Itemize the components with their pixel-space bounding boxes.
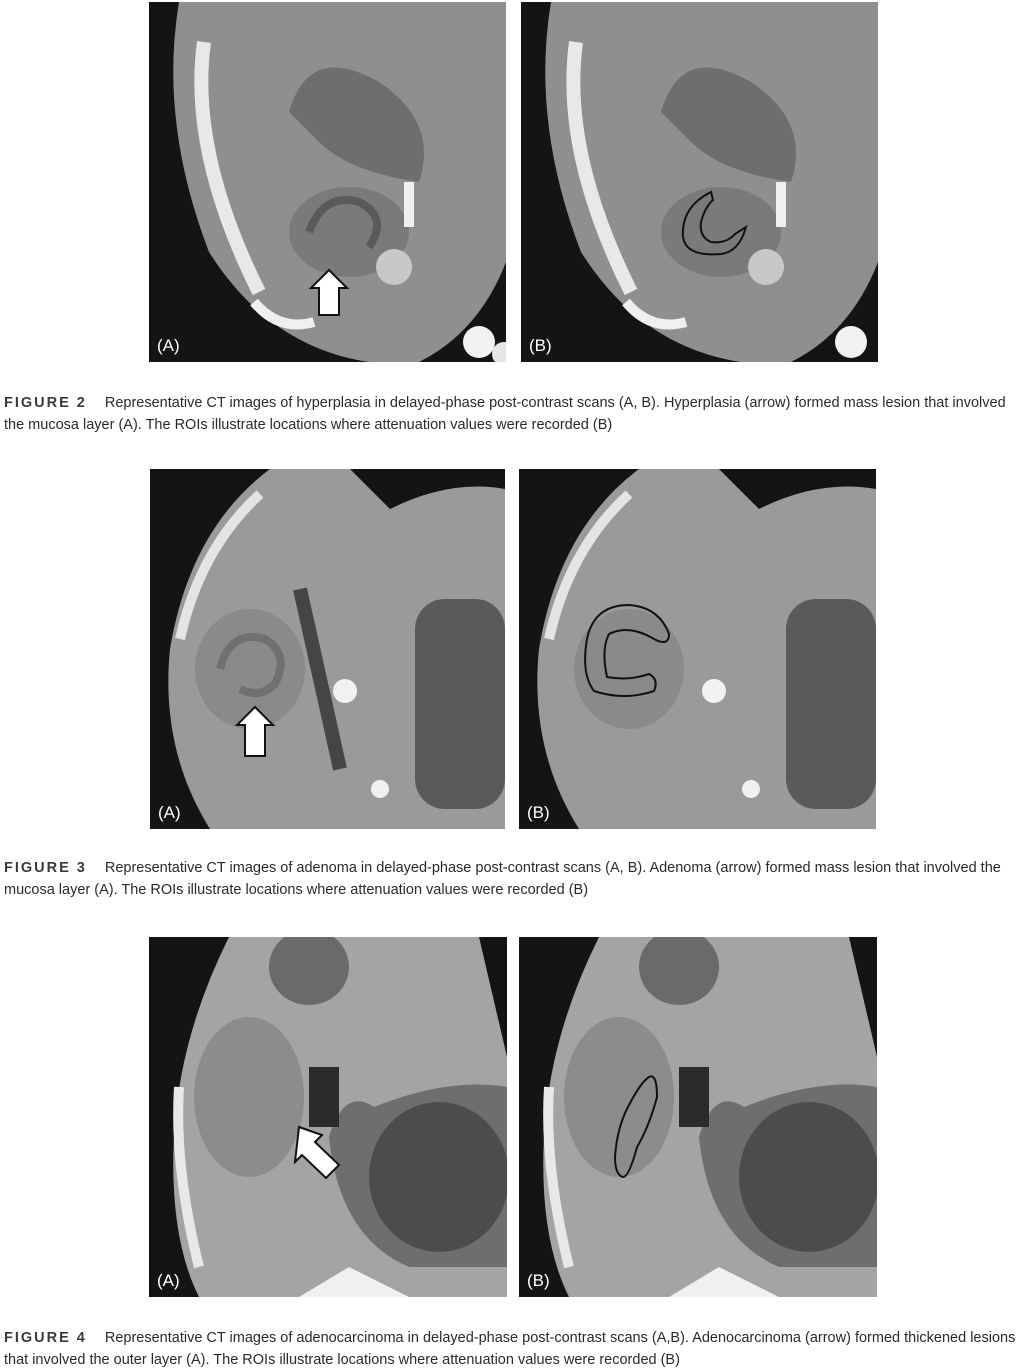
panel-label: (B) — [527, 1271, 550, 1290]
panel-label: (B) — [529, 336, 552, 355]
panel-label: (B) — [527, 803, 550, 822]
figure-2-caption — [4, 392, 1016, 436]
ct-image-figure-2-b — [521, 2, 878, 362]
figure-4-panel-b — [519, 937, 877, 1297]
caption-text: Representative CT images of adenoma in delayed-phase post-contrast scans (A, B). Adenoma (arrow) formed mass lesion that involved the mucosa layer (A). The ROIs illustrate locations where attenuation values were recorded (B) — [4, 860, 1001, 898]
caption-text: Representative CT images of adenocarcinoma in delayed-phase post-contrast scans (A,B). Adenocarcinoma (arrow) formed thickened lesions that involved the outer layer (A). The ROIs illustrate locations where attenuation values were recorded (B) — [4, 1330, 1016, 1368]
figure-number: FIGURE 2 — [4, 395, 87, 411]
panel-label: (A) — [157, 1271, 180, 1290]
figure-4-panel-a — [149, 937, 507, 1297]
figure-number: FIGURE 4 — [4, 1330, 87, 1346]
figure-4-caption — [4, 1327, 1016, 1371]
ct-image-figure-3-a — [150, 469, 505, 829]
ct-image-figure-3-b — [519, 469, 876, 829]
figure-2-panel-b — [521, 2, 878, 362]
ct-image-figure-4-a — [149, 937, 507, 1297]
figure-3-panel-a — [150, 469, 505, 829]
figure-3-panel-b — [519, 469, 876, 829]
figure-2-panel-a — [149, 2, 506, 362]
panel-label: (A) — [158, 803, 181, 822]
figure-number: FIGURE 3 — [4, 860, 87, 876]
panel-label: (A) — [157, 336, 180, 355]
figure-3-caption — [4, 857, 1016, 901]
caption-text: Representative CT images of hyperplasia in delayed-phase post-contrast scans (A, B). Hyperplasia (arrow) formed mass lesion that involved the mucosa layer (A). The ROIs illustrate locations where attenuation values were recorded (B) — [4, 395, 1006, 433]
ct-image-figure-4-b — [519, 937, 877, 1297]
ct-image-figure-2-a — [149, 2, 506, 362]
